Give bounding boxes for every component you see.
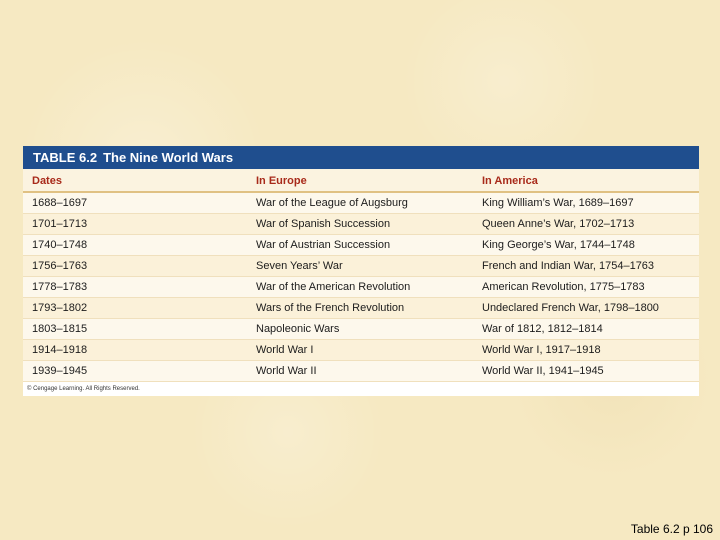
cell-america: King William’s War, 1689–1697 xyxy=(482,197,634,209)
table-row xyxy=(23,193,699,214)
header-in-america: In America xyxy=(482,175,538,187)
cell-america: American Revolution, 1775–1783 xyxy=(482,281,645,293)
cell-america: King George’s War, 1744–1748 xyxy=(482,239,635,251)
cell-dates: 1803–1815 xyxy=(32,323,88,335)
table-row xyxy=(23,235,699,256)
cell-dates: 1740–1748 xyxy=(32,239,88,251)
table-row xyxy=(23,277,699,298)
table-row xyxy=(23,256,699,277)
table-row xyxy=(23,340,699,361)
cell-europe: War of Austrian Succession xyxy=(256,239,391,251)
cell-america: World War I, 1917–1918 xyxy=(482,344,601,356)
world-wars-table xyxy=(23,146,699,396)
table-row xyxy=(23,214,699,235)
cell-dates: 1701–1713 xyxy=(32,218,88,230)
cell-america: French and Indian War, 1754–1763 xyxy=(482,260,655,272)
table-body xyxy=(23,193,699,382)
copyright-notice: © Cengage Learning. All Rights Reserved. xyxy=(27,386,140,392)
cell-america: Undeclared French War, 1798–1800 xyxy=(482,302,659,314)
cell-america: War of 1812, 1812–1814 xyxy=(482,323,603,335)
cell-dates: 1778–1783 xyxy=(32,281,88,293)
cell-europe: Seven Years’ War xyxy=(256,260,343,272)
cell-europe: World War I xyxy=(256,344,314,356)
cell-america: World War II, 1941–1945 xyxy=(482,365,604,377)
table-title: The Nine World Wars xyxy=(103,150,234,165)
cell-europe: Wars of the French Revolution xyxy=(256,302,405,314)
table-header-row xyxy=(23,169,699,193)
table-label: TABLE 6.2 xyxy=(33,150,98,165)
table-row xyxy=(23,298,699,319)
cell-europe: War of the American Revolution xyxy=(256,281,411,293)
header-in-europe: In Europe xyxy=(256,175,307,187)
header-dates: Dates xyxy=(32,175,62,187)
cell-dates: 1688–1697 xyxy=(32,197,88,209)
cell-america: Queen Anne’s War, 1702–1713 xyxy=(482,218,635,230)
cell-dates: 1939–1945 xyxy=(32,365,88,377)
table-row xyxy=(23,361,699,382)
cell-dates: 1756–1763 xyxy=(32,260,88,272)
cell-dates: 1793–1802 xyxy=(32,302,88,314)
slide-caption: Table 6.2 p 106 xyxy=(630,522,713,536)
cell-europe: War of Spanish Succession xyxy=(256,218,391,230)
cell-dates: 1914–1918 xyxy=(32,344,88,356)
table-row xyxy=(23,319,699,340)
cell-europe: World War II xyxy=(256,365,317,377)
cell-europe: Napoleonic Wars xyxy=(256,323,340,335)
cell-europe: War of the League of Augsburg xyxy=(256,197,408,209)
table-title-bar xyxy=(23,146,699,169)
